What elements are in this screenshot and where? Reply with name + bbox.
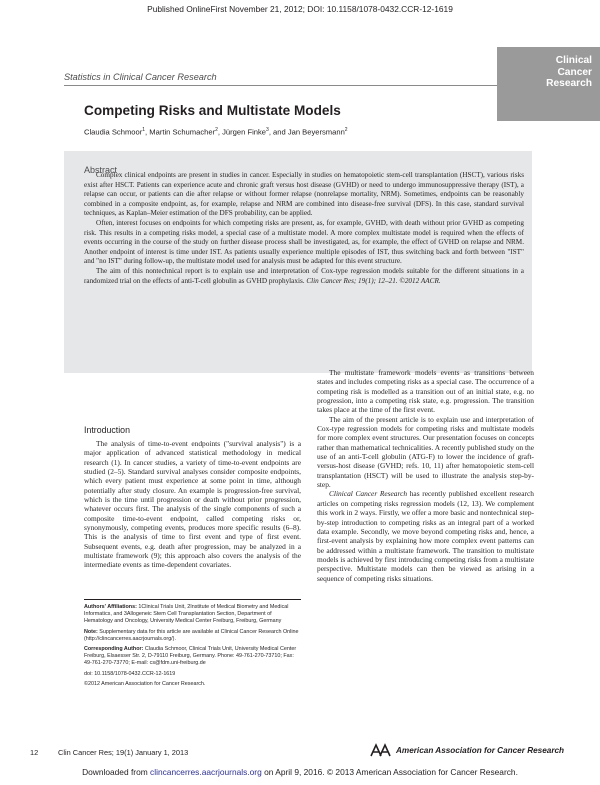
abstract-body xyxy=(84,171,524,286)
author-list: Claudia Schmoor$^1$, Martin Schumacher$^2$, Jürgen Finke$^3$, and Jan Beyersmann$^2$ xyxy=(84,127,348,137)
note-text: Supplementary data for this article are available at Clinical Cancer Research Online (http://clincancerres.aacrjournals.org/). xyxy=(84,628,299,642)
brand-line: Cancer xyxy=(557,66,592,78)
aacr-logo xyxy=(370,743,564,757)
author-affiliation-mark: 2 xyxy=(215,127,218,133)
body-paragraph: The analysis of time-to-event endpoints ("survival analysis") is a major application of advanced statistical methodology in medical research (1). In cancer studies, a variety of time-to-event endpoints are studied (2–5). Standard survival analyses consider composite endpoints, which every patient must experience at some point in time, although potentially after study closure. An example is progression-free survival, which is the time until progression or death without prior progression, whatever occurs first. The analysis of the single components of such a composite time-to-event endpoint, called competing risks or, synonymously, competing events, produces more specific results (6–8). This is the analysis of time to first event and type of first event. Subsequent events, e.g. death after progression, may be analyzed in a multistate framework (9); this approach also covers the analysis of the intermediate events as time-dependent covariates. xyxy=(84,439,301,570)
abstract-paragraph: Often, interest focuses on endpoints for which competing risks are present, as, for example, GVHD, with death without prior GVHD as competing risk. This results in a competing risks model, a special case of a multistate model. A more complex multistate model is required when the effects of events occurring in the course of the study on further disease process shall be investigated, as, for example, the effect of GVHD on relapse and NRM. Another endpoint of interest is time under IST. As patients usually experience multiple episodes of IST, thus switching back and forth between "IST" and "no IST" during follow-up, the multistate model used for analysis must be adapted for this event structure. xyxy=(84,218,524,266)
abstract-citation: Clin Cancer Res; 19(1); 12–21. ©2012 AACR. xyxy=(306,276,441,285)
footnotes xyxy=(84,604,301,691)
author-affiliation-mark: 3 xyxy=(266,127,269,133)
download-link[interactable]: clincancerres.aacrjournals.org xyxy=(150,767,262,777)
supplementary-note xyxy=(84,629,301,643)
corresponding-label: Corresponding Author: xyxy=(84,646,144,653)
notes-divider xyxy=(84,599,301,600)
affiliations-label: Authors' Affiliations: xyxy=(84,604,137,610)
doi-note: doi: 10.1158/1078-0432.CCR-12-1619 xyxy=(84,670,176,677)
right-column xyxy=(317,368,534,583)
introduction-heading: Introduction xyxy=(84,425,130,435)
section-label: Statistics in Clinical Cancer Research xyxy=(64,72,217,82)
journal-name: Clinical Cancer Research xyxy=(329,489,408,499)
abstract-paragraph: Complex clinical endpoints are present in studies in cancer. Especially in studies on hematopoietic stem-cell transplantation (HSCT), various risks exist after HSCT. Patients can experience acute and chronic graft versus host disease (GVHD) or need to undergo immunosuppressive therapy (IST), a relapse can occur, or patients can die after relapse or without former relapse (nonrelapse mortality, NRM). Sometimes, endpoints can be reasonably combined in a composite endpoint, as, for example, relapse and NRM are combined into disease-free survival (DFS). In this case, standard survival techniques, as Kaplan–Meier estimation of the DFS probability, can be applied. xyxy=(84,171,524,218)
author-name: Martin Schumacher xyxy=(149,127,216,137)
note-label: Note: xyxy=(84,628,98,635)
body-paragraph xyxy=(317,489,534,582)
journal-reference: Clin Cancer Res; 19(1) January 1, 2013 xyxy=(58,748,189,757)
download-prefix: Downloaded from xyxy=(82,767,151,777)
affiliations-note xyxy=(84,604,301,626)
header-divider xyxy=(64,85,497,86)
publication-info-line: Published OnlineFirst November 21, 2012; DOI: 10.1158/1078-0432.CCR-12-1619 xyxy=(147,4,453,14)
download-info-line xyxy=(0,767,600,777)
journal-brand-box xyxy=(497,47,600,121)
abstract-paragraph-text: The aim of this nontechnical report is to explain use and interpretation of Cox-type regression models suitable for the different situations in a randomized trial on the effects of anti-T-cell globulin as GVHD prophylaxis. xyxy=(84,266,524,285)
body-paragraph: The aim of the present article is to explain use and interpretation of Cox-type regression models for competing risks and multistate models for more complex event structures. Our presentation focuses on concepts rather than mathematical technicalities. A recently published study on the use of an anti-T-cell globulin (ATG-F) to lower the incidence of graft-versus-host disease (GVHD; refs. 10, 11) after hematopoietic stem-cell transplantation (HSCT) will be used to illustrate the analysis step-by-step. xyxy=(317,414,534,490)
copyright-note: ©2012 American Association for Cancer Research. xyxy=(84,680,206,687)
download-suffix: on April 9, 2016. © 2013 American Association for Cancer Research. xyxy=(261,767,518,777)
abstract-heading: Abstract xyxy=(84,165,118,175)
page-number: 12 xyxy=(30,748,39,757)
body-paragraph-text: has recently published excellent research articles on competing risks regression models (12, 13). We complement this work in 2 ways. Firstly, we offer a more basic and nontechnical step-by-step introduction to competing risks as an integral part of a worked data example. Secondly, we move beyond competing risks and, hence, a first-event analysis by explaining how more complex event patterns can be addressed within a multistate framework. The transition to multistate models is achieved by first introducing competing risks from a multistate perspective. Multistate models can then be viewed as arising in a sequence of competing risks situations. xyxy=(317,489,534,583)
body-paragraph: The multistate framework models events as transitions between states and includes competing risks as a special case. The occurrence of a competing risk is modelled as a transition out of an initial state, e.g. no progression, into a competing risk state, e.g. progression. The transition takes place at the time of the first event. xyxy=(317,368,534,415)
aacr-name: American Association for Cancer Research xyxy=(396,745,565,755)
brand-line: Research xyxy=(546,78,592,90)
author-name: Claudia Schmoor xyxy=(84,127,143,137)
aacr-logo-icon xyxy=(370,743,392,757)
author-name: Jan Beyersmann xyxy=(287,127,345,137)
article-title: Competing Risks and Multistate Models xyxy=(84,103,341,118)
abstract-paragraph xyxy=(84,267,524,286)
brand-line: Clinical xyxy=(555,55,592,66)
left-column xyxy=(84,439,301,570)
corresponding-author-note xyxy=(84,646,301,668)
author-affiliation-mark: 2 xyxy=(344,127,348,133)
author-name: Jürgen Finke xyxy=(222,127,267,137)
journal-brand-text xyxy=(497,55,592,90)
corresponding-text: Claudia Schmoor, Clinical Trials Unit, University Medical Center Freiburg, Elsaesser Str. 2, D-79110 Freiburg, Germany. Phone: 49-761-270-73710; Fax: 49-761-270-73770; E-mail: cs@fdm.uni-freiburg.de xyxy=(84,646,297,667)
affiliations-text: 1Clinical Trials Unit, 2Institute of Medical Biometry and Medical Informatics, and 3Allogeneic Stem Cell Transplantation Section, Department of Hematology and Oncology, University Medical Center Freiburg, Freiburg, Germany xyxy=(84,604,289,625)
author-affiliation-mark: 1 xyxy=(142,127,146,133)
